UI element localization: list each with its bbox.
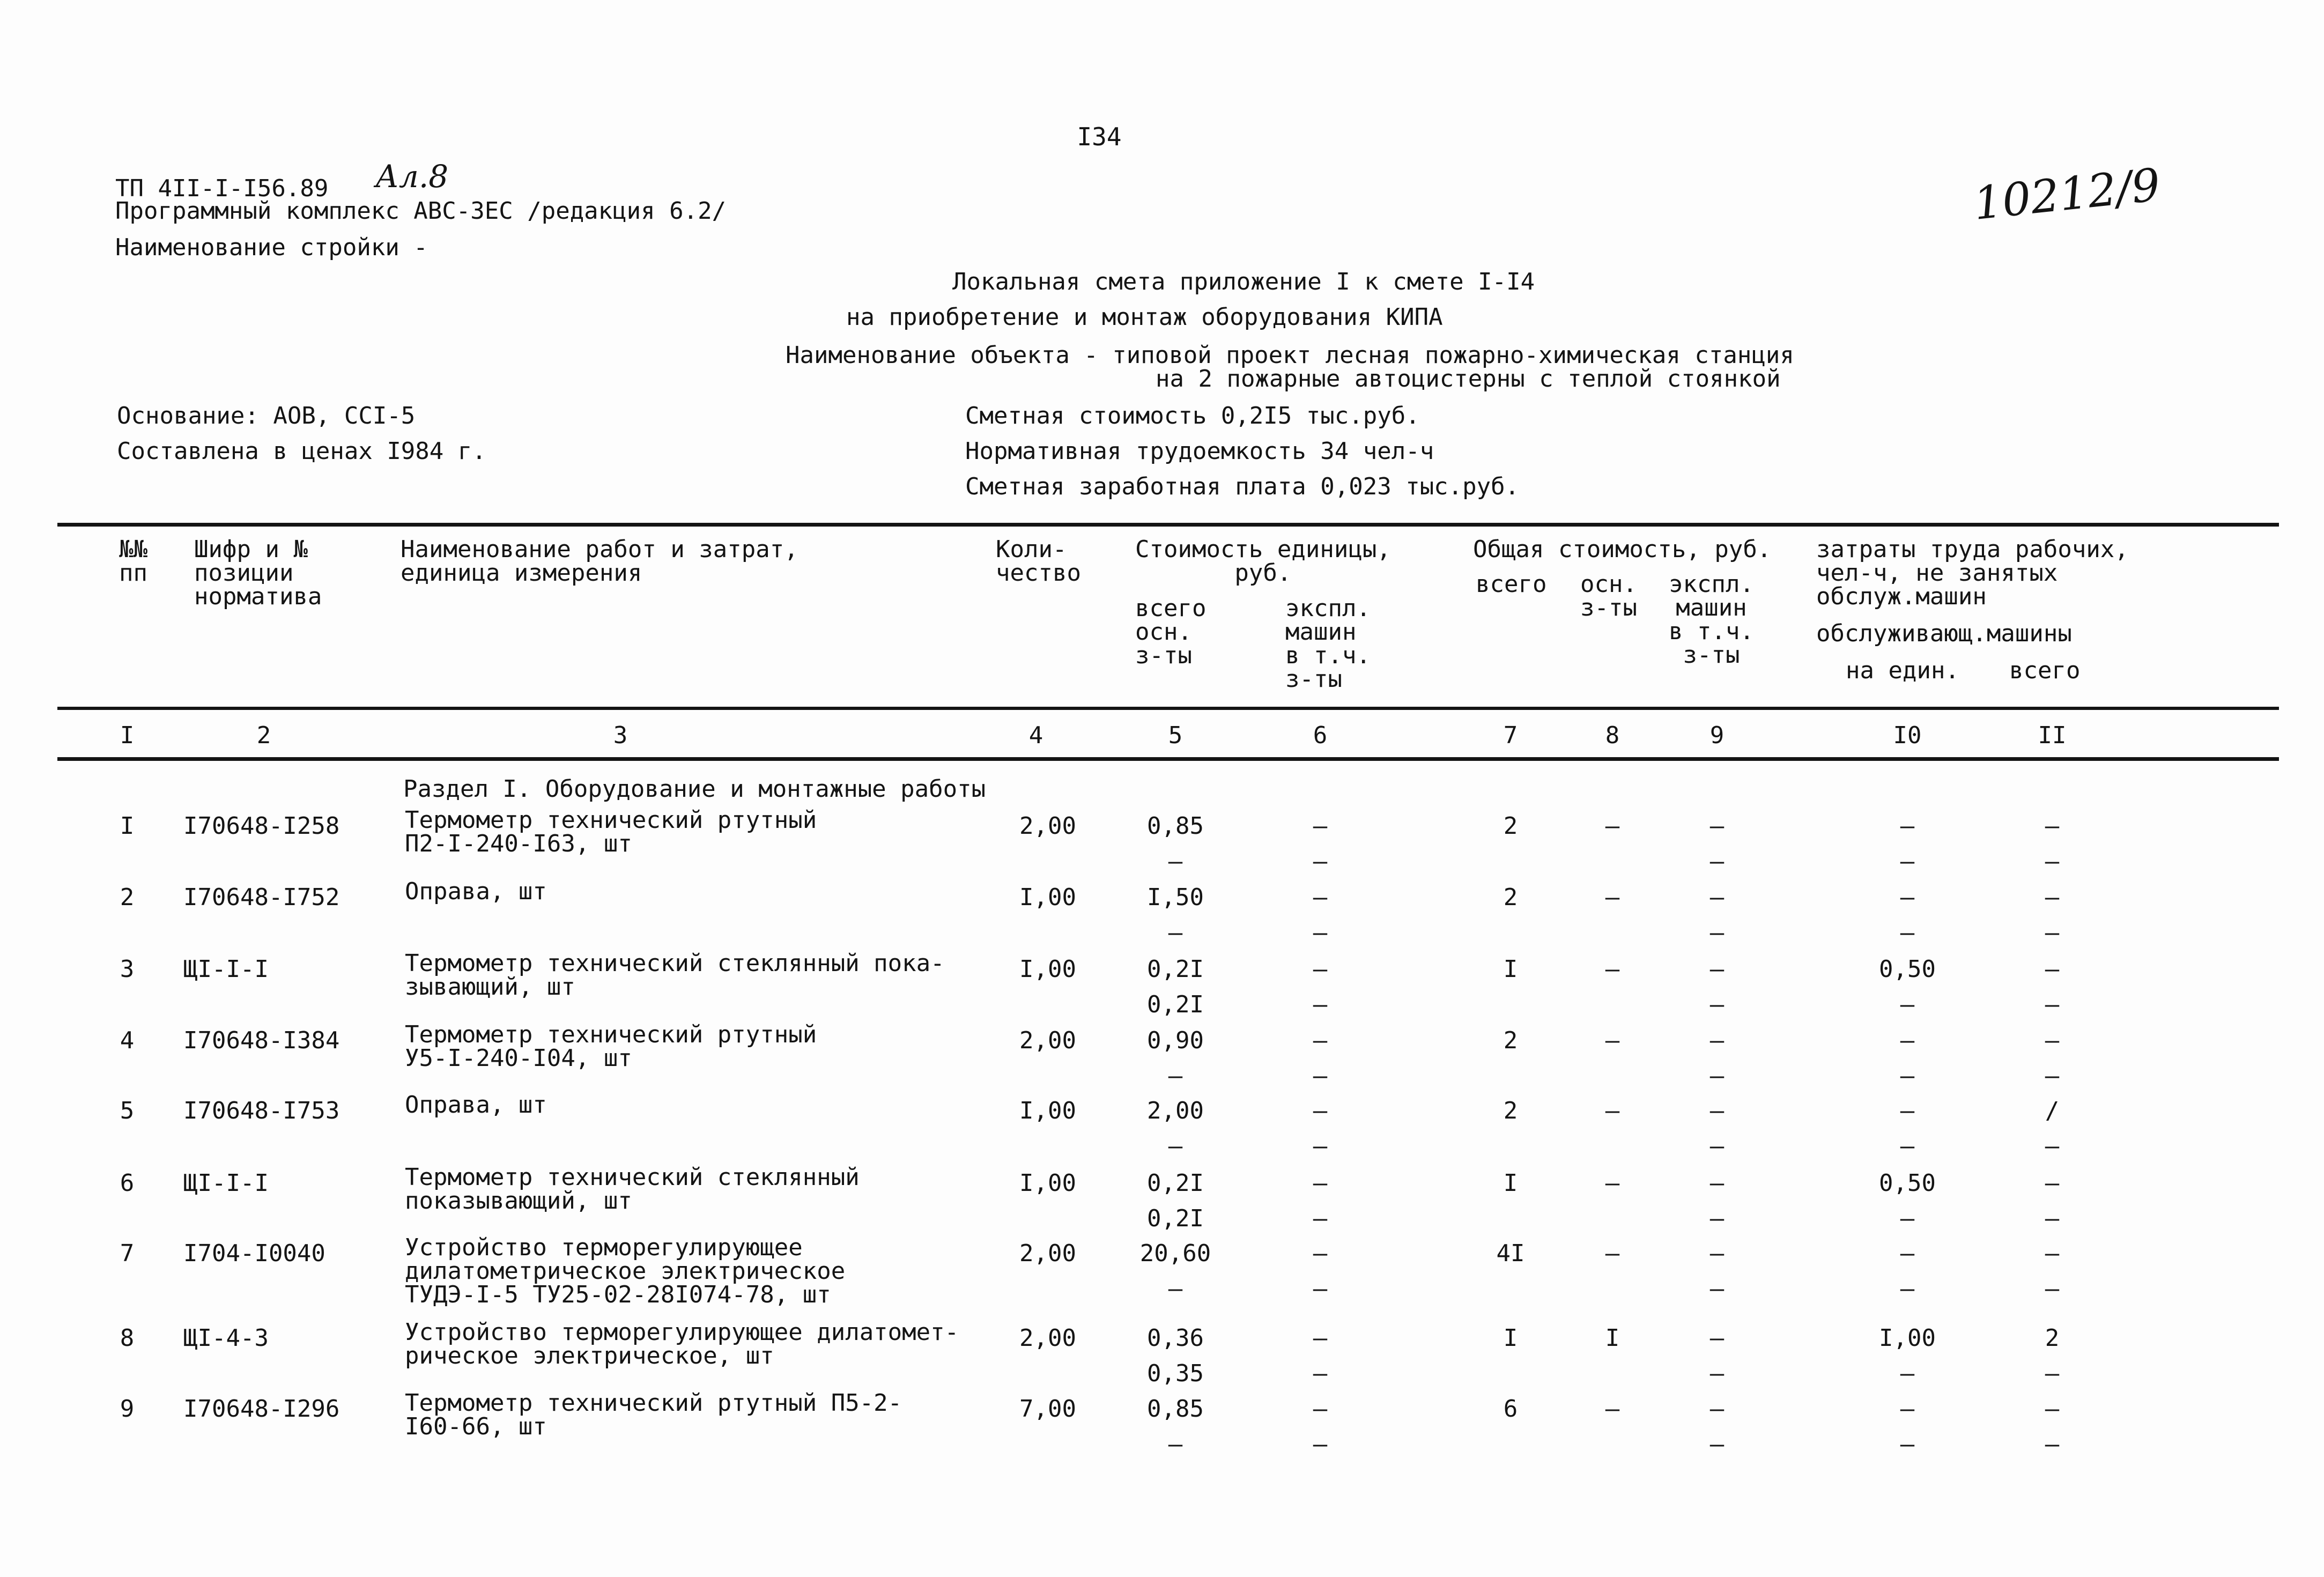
cell-c10: – – [1900, 1240, 1915, 1302]
cell-c9: – – [1709, 1027, 1725, 1090]
cell-c10: – – [1900, 1027, 1915, 1090]
section-title: Раздел I. Оборудование и монтажные работы [403, 775, 986, 803]
header-unit-total: всего осн. з-ты [1135, 595, 1207, 669]
cell-code: ЩI-4-3 [183, 1324, 269, 1352]
header-labor: затраты труда рабочих, чел-ч, не занятых обслуж.машин [1816, 536, 2129, 610]
cell-code: ЩI-I-I [183, 956, 269, 983]
handwritten-code-note: Ал.8 [375, 158, 449, 195]
cell-c5: 0,90 – [1147, 1027, 1204, 1090]
cell-c10: – – [1900, 1395, 1915, 1458]
column-numbers-rule [57, 757, 2279, 761]
cell-qty: 2,00 [1019, 1240, 1076, 1267]
cell-name: Термометр технический ртутный У5-I-240-I04, шт [405, 1021, 817, 1072]
cell-n: 5 [120, 1097, 135, 1124]
cell-c5: 0,36 0,35 [1147, 1324, 1204, 1387]
cell-code: I70648-I296 [183, 1395, 340, 1423]
cell-c7: 2 [1503, 1097, 1518, 1124]
header-total-cost: Общая стоимость, руб. [1473, 536, 1772, 563]
cell-c7: I [1503, 1169, 1518, 1197]
cell-qty: I,00 [1019, 1169, 1076, 1197]
cell-c9: – – [1709, 1395, 1725, 1458]
header-name: Наименование работ и затрат, единица измерения [401, 536, 798, 587]
basis-line: Основание: АОВ, ССI-5 [117, 402, 416, 430]
cell-n: 3 [120, 956, 135, 983]
cell-qty: 2,00 [1019, 1324, 1076, 1352]
cell-c9: – – [1709, 1240, 1725, 1302]
cell-c9: – – [1709, 956, 1725, 1018]
cell-qty: I,00 [1019, 884, 1076, 911]
header-total-all: всего [1476, 571, 1547, 598]
cell-c11: – – [2045, 884, 2060, 946]
cell-code: ЩI-I-I [183, 1169, 269, 1197]
cell-qty: 2,00 [1019, 812, 1076, 840]
cell-c9: – – [1709, 884, 1725, 946]
cell-qty: 2,00 [1019, 1027, 1076, 1054]
cell-name: Оправа, шт [405, 1091, 547, 1119]
cell-n: I [120, 812, 135, 840]
object-name: Наименование объекта - типовой проект лесная пожарно-химическая станция [786, 342, 1794, 369]
table-row [57, 1093, 2279, 1163]
table-row [57, 1391, 2279, 1461]
cell-c5: 20,60 – [1139, 1240, 1211, 1302]
cell-code: I704-I0040 [183, 1240, 325, 1267]
header-bottom-rule [57, 707, 2279, 710]
cell-c6: – – [1313, 1395, 1328, 1458]
col-number: 9 [1709, 722, 1725, 749]
cell-c9: – – [1709, 1097, 1725, 1160]
header-code: Шифр и № позиции норматива [194, 536, 322, 610]
header-labor-total: всего [2009, 657, 2081, 684]
software-line: Программный комплекс АВС-3ЕС /редакция 6.2/ [115, 197, 727, 225]
header-quantity: Коли- чество [996, 536, 1081, 587]
cell-c11: / – [2045, 1097, 2060, 1160]
col-number: 5 [1168, 722, 1183, 749]
cell-c8: – [1605, 956, 1620, 983]
header-unit-machines: экспл. машин в т.ч. з-ты [1285, 595, 1371, 693]
table-row [57, 1236, 2279, 1306]
cell-c6: – – [1313, 1169, 1328, 1232]
cell-c7: 6 [1503, 1395, 1518, 1423]
cell-c8: – [1605, 884, 1620, 911]
col-number: 4 [1028, 722, 1043, 749]
cell-n: 8 [120, 1324, 135, 1352]
col-number: 2 [256, 722, 271, 749]
col-number: 8 [1605, 722, 1620, 749]
project-code: ТП 4II-I-I56.89 [115, 175, 329, 202]
cell-c9: – – [1709, 1324, 1725, 1387]
col-number: I [120, 722, 135, 749]
cell-c10: I,00 – [1879, 1324, 1936, 1387]
col-number: 3 [613, 722, 628, 749]
cell-n: 9 [120, 1395, 135, 1423]
cell-c11: – – [2045, 1240, 2060, 1302]
handwritten-archive-number: 10212/9 [1971, 158, 2163, 230]
cell-c9: – – [1709, 1169, 1725, 1232]
cell-c5: 0,85 – [1147, 1395, 1204, 1458]
header-labor-machines: обслуживающ.машины [1816, 620, 2072, 647]
construction-label: Наименование стройки - [115, 234, 428, 261]
cell-name: Оправа, шт [405, 878, 547, 905]
cell-c8: I [1605, 1324, 1620, 1352]
cell-qty: 7,00 [1019, 1395, 1076, 1423]
cell-n: 4 [120, 1027, 135, 1054]
table-top-rule [57, 523, 2279, 527]
cell-c6: – – [1313, 1027, 1328, 1090]
cell-c10: – – [1900, 1097, 1915, 1160]
cell-code: I70648-I752 [183, 884, 340, 911]
page-number: I34 [1077, 122, 1122, 151]
cell-c7: I [1503, 956, 1518, 983]
estimate-table [57, 523, 2279, 1504]
standard-labor: Нормативная трудоемкость 34 чел-ч [965, 438, 1434, 465]
cell-c8: – [1605, 812, 1620, 840]
cell-code: I70648-I258 [183, 812, 340, 840]
cell-name: Устройство терморегулирующее дилатометрическое электрическое ТУДЭ-I-5 ТУ25-02-28I074-78, шт [405, 1234, 846, 1308]
cell-n: 7 [120, 1240, 135, 1267]
cell-c5: 0,85 – [1147, 812, 1204, 875]
cell-n: 6 [120, 1169, 135, 1197]
header-row-number: №№ пп [119, 536, 147, 587]
cell-c7: I [1503, 1324, 1518, 1352]
cell-c10: 0,50 – [1879, 1169, 1936, 1232]
table-row [57, 1023, 2279, 1093]
cell-c7: 4I [1496, 1240, 1525, 1267]
cell-c11: – – [2045, 812, 2060, 875]
table-row [57, 952, 2279, 1021]
cell-name: Термометр технический ртутный П2-I-240-I63, шт [405, 806, 817, 857]
cell-c8: – [1605, 1395, 1620, 1423]
cell-c10: – – [1900, 884, 1915, 946]
cell-c5: 0,2I 0,2I [1147, 956, 1204, 1018]
cell-c5: 2,00 – [1147, 1097, 1204, 1160]
cell-c6: – – [1313, 1324, 1328, 1387]
header-total-wages: осн. з-ты [1580, 571, 1637, 621]
table-row [57, 806, 2279, 878]
cell-qty: I,00 [1019, 956, 1076, 983]
cell-c8: – [1605, 1027, 1620, 1054]
cell-name: Термометр технический ртутный П5-2- I60-66, шт [405, 1389, 902, 1440]
header-total-machines: экспл. машин в т.ч. з-ты [1669, 571, 1754, 669]
col-number: 7 [1503, 722, 1518, 749]
cell-c6: – – [1313, 812, 1328, 875]
cell-c6: – – [1313, 956, 1328, 1018]
header-labor-per-unit: на един. [1846, 657, 1959, 684]
cell-c11: – – [2045, 1169, 2060, 1232]
cell-c5: 0,2I 0,2I [1147, 1169, 1204, 1232]
cell-c8: – [1605, 1097, 1620, 1124]
cell-n: 2 [120, 884, 135, 911]
cell-c9: – – [1709, 812, 1725, 875]
cell-name: Устройство терморегулирующее дилатомет- рическое электрическое, шт [405, 1319, 959, 1369]
cell-code: I70648-I384 [183, 1027, 340, 1054]
cell-name: Термометр технический стеклянный показывающий, шт [405, 1164, 860, 1215]
cell-c11: – – [2045, 1395, 2060, 1458]
header-unit-cost: Стоимость единицы, руб. [1135, 536, 1391, 587]
cell-c11: 2 – [2045, 1324, 2060, 1387]
estimated-cost: Сметная стоимость 0,2I5 тыс.руб. [965, 402, 1420, 430]
cell-c5: I,50 – [1147, 884, 1204, 946]
cell-c7: 2 [1503, 812, 1518, 840]
cell-c11: – – [2045, 956, 2060, 1018]
cell-c8: – [1605, 1169, 1620, 1197]
estimate-title: Локальная смета приложение I к смете I-I4 [952, 268, 1535, 295]
estimate-subtitle: на приобретение и монтаж оборудования КИПА [846, 303, 1443, 331]
cell-c6: – – [1313, 884, 1328, 946]
cell-code: I70648-I753 [183, 1097, 340, 1124]
cell-c8: – [1605, 1240, 1620, 1267]
cell-c10: – – [1900, 812, 1915, 875]
col-number: 6 [1313, 722, 1328, 749]
cell-name: Термометр технический стеклянный пока- зывающий, шт [405, 950, 945, 1001]
cell-c7: 2 [1503, 884, 1518, 911]
prices-line: Составлена в ценах I984 г. [117, 438, 486, 465]
table-row [57, 1321, 2279, 1390]
estimated-wages: Сметная заработная плата 0,023 тыс.руб. [965, 473, 1520, 500]
cell-qty: I,00 [1019, 1097, 1076, 1124]
object-name-continued: на 2 пожарные автоцистерны с теплой стоянкой [1156, 365, 1781, 393]
table-row [57, 1166, 2279, 1235]
col-number: II [2038, 722, 2067, 749]
col-number: I0 [1893, 722, 1922, 749]
cell-c7: 2 [1503, 1027, 1518, 1054]
cell-c10: 0,50 – [1879, 956, 1936, 1018]
cell-c6: – – [1313, 1240, 1328, 1302]
table-row [57, 880, 2279, 950]
cell-c6: – – [1313, 1097, 1328, 1160]
cell-c11: – – [2045, 1027, 2060, 1090]
